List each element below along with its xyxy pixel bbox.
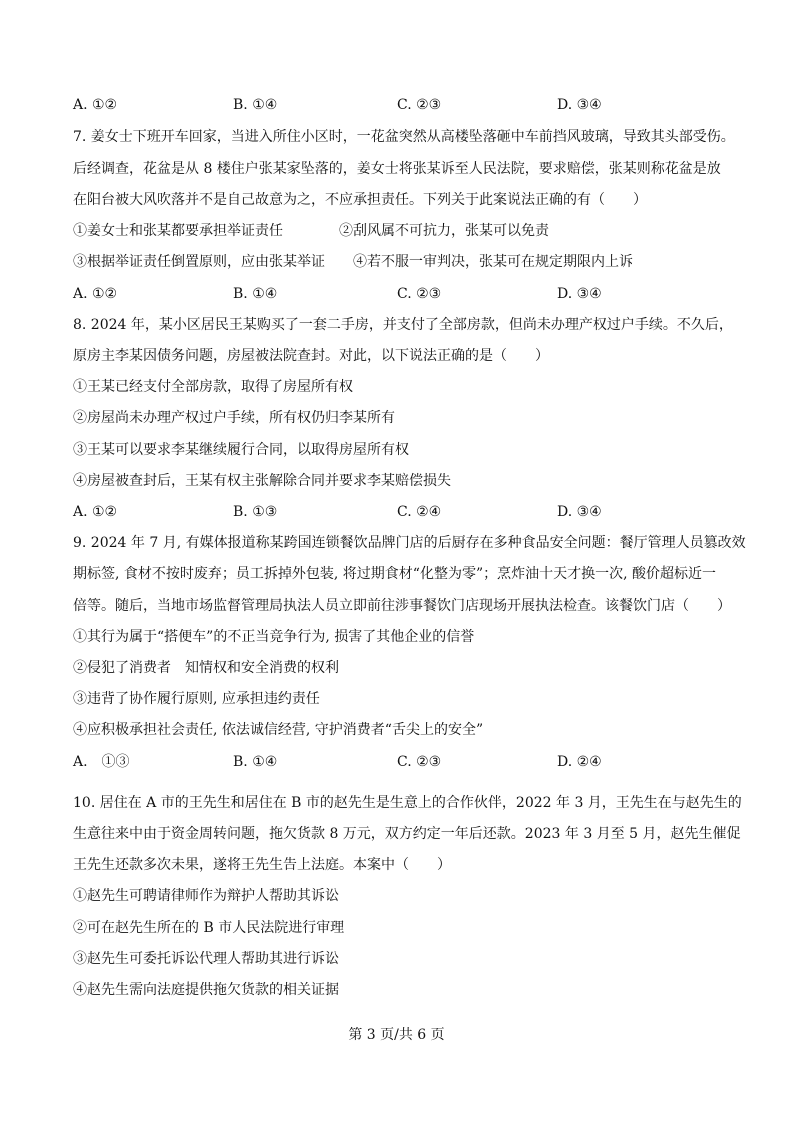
q8-stem-line: 原房主李某因债务问题，房屋被法院查封。对此，以下说法正确的是（ ） <box>73 348 549 364</box>
q9-stem-line: 倍等。随后，当地市场监督管理局执法人员立即前往涉事餐饮门店现场开展执法检查。该餐饮门店（ ） <box>73 598 731 614</box>
q8-option-c: C. ②④ <box>397 504 442 520</box>
q9-statement: ①其行为属于“搭便车”的不正当竞争行为, 损害了其他企业的信誉 <box>73 629 475 645</box>
q9-option-b: B. ①④ <box>233 754 278 770</box>
q9-option-c: C. ②③ <box>397 754 442 770</box>
q9-stem-line: 9. 2024 年 7 月, 有媒体报道称某跨国连锁餐饮品牌门店的后厨存在多种食品安全问题：餐厅管理人员篡改效 <box>73 535 746 551</box>
q10-stem-line: 10. 居住在 A 市的王先生和居住在 B 市的赵先生是生意上的合作伙伴，2022 年 3 月，王先生在与赵先生的 <box>73 795 742 811</box>
q6-option-b: B. ①④ <box>233 97 278 113</box>
q8-option-a: A. ①② <box>73 504 118 520</box>
q7-option-a: A. ①② <box>73 286 118 302</box>
q7-option-b: B. ①④ <box>233 286 278 302</box>
q9-statement: ②侵犯了消费者 知情权和安全消费的权利 <box>73 660 339 676</box>
q8-statement: ①王某已经支付全部房款，取得了房屋所有权 <box>73 379 353 395</box>
q8-statement: ④房屋被查封后，王某有权主张解除合同并要求李某赔偿损失 <box>73 473 451 489</box>
q7-option-d: D. ③④ <box>557 286 602 302</box>
page-number: 第 3 页/共 6 页 <box>348 1027 445 1043</box>
q9-stem-line: 期标签, 食材不按时废弃；员工拆掉外包装, 将过期食材“化整为零”；烹炸油十天才换一次, 酸价超标近一 <box>73 566 717 582</box>
q10-statement: ④赵先生需向法庭提供拖欠货款的相关证据 <box>73 982 339 998</box>
q9-statement: ③违背了协作履行原则, 应承担违约责任 <box>73 691 320 707</box>
q6-options <box>0 96 793 114</box>
q10-statement: ①赵先生可聘请律师作为辩护人帮助其诉讼 <box>73 888 339 904</box>
q7-stem-line: 后经调查，花盆是从 8 楼住户张某家坠落的，姜女士将张某诉至人民法院，要求赔偿，张某则称花盆是放 <box>73 161 721 177</box>
q6-option-d: D. ③④ <box>557 97 602 113</box>
q8-option-d: D. ③④ <box>557 504 602 520</box>
q7-stem-line: 在阳台被大风吹落并不是自己故意为之，不应承担责任。下列关于此案说法正确的有（ ） <box>73 192 647 208</box>
q9-option-d: D. ②④ <box>557 754 602 770</box>
q10-statement: ②可在赵先生所在的 B 市人民法院进行审理 <box>73 920 345 936</box>
q9-statement: ④应积极承担社会责任, 依法诚信经营, 守护消费者“舌尖上的安全” <box>73 722 484 738</box>
q8-option-b: B. ①③ <box>233 504 278 520</box>
q10-stem-line: 生意往来中由于资金周转问题，拖欠货款 8 万元，双方约定一年后还款。2023 年 3 月至 5 月，赵先生催促 <box>73 826 741 842</box>
q9-option-a: A. ①③ <box>73 754 130 770</box>
q8-statement: ③王某可以要求李某继续履行合同，以取得房屋所有权 <box>73 442 409 458</box>
q10-stem-line: 王先生还款多次未果，遂将王先生告上法庭。本案中（ ） <box>73 857 451 873</box>
q7-statement: ①姜女士和张某都要承担举证责任 ②刮风属不可抗力，张某可以免责 <box>73 223 549 239</box>
q8-stem-line: 8. 2024 年，某小区居民王某购买了一套二手房，并支付了全部房款，但尚未办理产权过户手续。不久后， <box>73 317 733 333</box>
q7-options <box>0 285 793 303</box>
q7-statement: ③根据举证责任倒置原则，应由张某举证 ④若不服一审判决，张某可在规定期限内上诉 <box>73 254 633 270</box>
q9-options <box>0 753 793 771</box>
q10-statement: ③赵先生可委托诉讼代理人帮助其进行诉讼 <box>73 951 339 967</box>
q7-option-c: C. ②③ <box>397 286 442 302</box>
q8-options <box>0 503 793 521</box>
q6-option-c: C. ②③ <box>397 97 442 113</box>
q8-statement: ②房屋尚未办理产权过户手续，所有权仍归李某所有 <box>73 410 395 426</box>
q6-option-a: A. ①② <box>73 97 118 113</box>
q7-stem-line: 7. 姜女士下班开车回家，当进入所住小区时，一花盆突然从高楼坠落砸中车前挡风玻璃，导致其头部受伤。 <box>73 129 735 145</box>
